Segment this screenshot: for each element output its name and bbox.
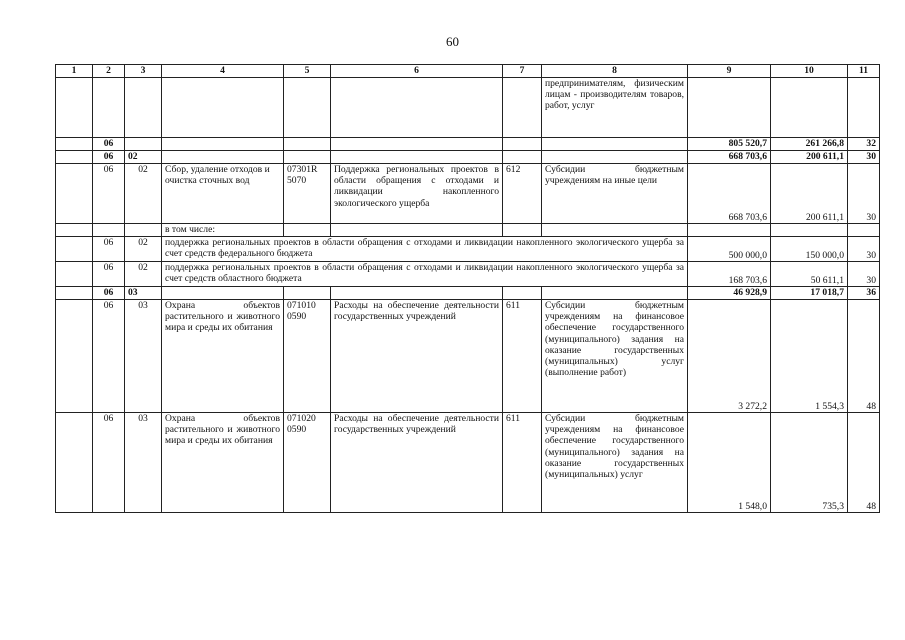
cell-section: 06 [93,138,125,151]
cell-target-code: 07301R 5070 [284,164,331,224]
cell-regional-description: поддержка региональных проектов в области обращения с отходами и ликвидации накопленного экологического ущерба за счет средств областного бюджета [162,262,688,287]
cell-section: 06 [93,287,125,300]
cell-target-code: 071020 0590 [284,413,331,513]
col-header-8: 8 [542,65,688,78]
cell-amount-10: 150 000,0 [771,237,848,262]
table-row-regional [56,262,880,287]
cell-amount-9: 3 272,2 [688,300,771,413]
cell-target-name: Расходы на обеспечение деятельности государственных учреждений [331,413,503,513]
cell-section: 06 [93,413,125,513]
cell-recipient-continued: предпринимателям, физическим лицам - производителям товаров, работ, услуг [542,78,688,138]
cell-amount-9: 1 548,0 [688,413,771,513]
table-row-continuation [56,78,880,138]
cell-target-name: Поддержка региональных проектов в области обращения с отходами и ликвидации накопленного экологического ущерба [331,164,503,224]
cell-subsection: 02 [125,262,162,287]
cell-col-11: 36 [848,287,880,300]
cell-target-name: Расходы на обеспечение деятельности государственных учреждений [331,300,503,413]
cell-amount-10: 200 611,1 [771,151,848,164]
table-row-including [56,224,880,237]
table-row-subsection-0602 [56,151,880,164]
cell-including-label: в том числе: [162,224,284,237]
table-row-waste [56,164,880,224]
cell-purpose: Сбор, удаление отходов и очистка сточных вод [162,164,284,224]
col-header-5: 5 [284,65,331,78]
cell-col-11: 30 [848,151,880,164]
cell-purpose: Охрана объектов растительного и животного мира и среды их обитания [162,413,284,513]
col-header-1: 1 [56,65,93,78]
cell-amount-9: 668 703,6 [688,164,771,224]
cell-amount-10: 1 554,3 [771,300,848,413]
cell-col-11: 30 [848,262,880,287]
table-row-section-06 [56,138,880,151]
cell-section: 06 [93,151,125,164]
cell-section: 06 [93,300,125,413]
cell-col-11: 32 [848,138,880,151]
cell-subsection: 03 [125,300,162,413]
col-header-11: 11 [848,65,880,78]
cell-expense-code: 611 [503,413,542,513]
cell-amount-9: 168 703,6 [688,262,771,287]
cell-subsection: 02 [125,151,162,164]
table-row-protection-2 [56,413,880,513]
page-number: 60 [446,34,459,49]
cell-amount-9: 805 520,7 [688,138,771,151]
table-row-protection-1 [56,300,880,413]
cell-federal-description: поддержка региональных проектов в области обращения с отходами и ликвидации накопленного экологического ущерба за счет средств федерального бюджета [162,237,688,262]
cell-expense-code: 612 [503,164,542,224]
cell-expense-type: Субсидии бюджетным учреждениям на иные цели [542,164,688,224]
col-header-6: 6 [331,65,503,78]
cell-expense-code: 611 [503,300,542,413]
col-header-10: 10 [771,65,848,78]
header-row [56,65,880,78]
cell-purpose: Охрана объектов растительного и животного мира и среды их обитания [162,300,284,413]
cell-subsection: 03 [125,413,162,513]
cell-col-11: 48 [848,300,880,413]
cell-col-11: 48 [848,413,880,513]
cell-col-11: 30 [848,237,880,262]
cell-amount-10: 261 266,8 [771,138,848,151]
cell-expense-type: Субсидии бюджетным учреждениям на финансовое обеспечение государственного (муниципального) задания на оказание государственных (муниципальных) услуг (выполнение работ) [542,300,688,413]
cell-amount-10: 735,3 [771,413,848,513]
col-header-9: 9 [688,65,771,78]
cell-amount-9: 500 000,0 [688,237,771,262]
cell-amount-10: 50 611,1 [771,262,848,287]
col-header-7: 7 [503,65,542,78]
cell-expense-type: Субсидии бюджетным учреждениям на финансовое обеспечение государственного (муниципального) задания на оказание государственных (муниципальных) услуг [542,413,688,513]
table-row-federal [56,237,880,262]
cell-section: 06 [93,237,125,262]
cell-amount-9: 668 703,6 [688,151,771,164]
budget-table [55,64,880,513]
cell-amount-10: 200 611,1 [771,164,848,224]
cell-section: 06 [93,164,125,224]
cell-subsection: 02 [125,237,162,262]
cell-target-code: 071010 0590 [284,300,331,413]
cell-subsection: 02 [125,164,162,224]
cell-amount-10: 17 018,7 [771,287,848,300]
cell-col-11: 30 [848,164,880,224]
cell-section: 06 [93,262,125,287]
cell-subsection: 03 [125,287,162,300]
col-header-3: 3 [125,65,162,78]
col-header-4: 4 [162,65,284,78]
table-row-subsection-0603 [56,287,880,300]
col-header-2: 2 [93,65,125,78]
cell-amount-9: 46 928,9 [688,287,771,300]
